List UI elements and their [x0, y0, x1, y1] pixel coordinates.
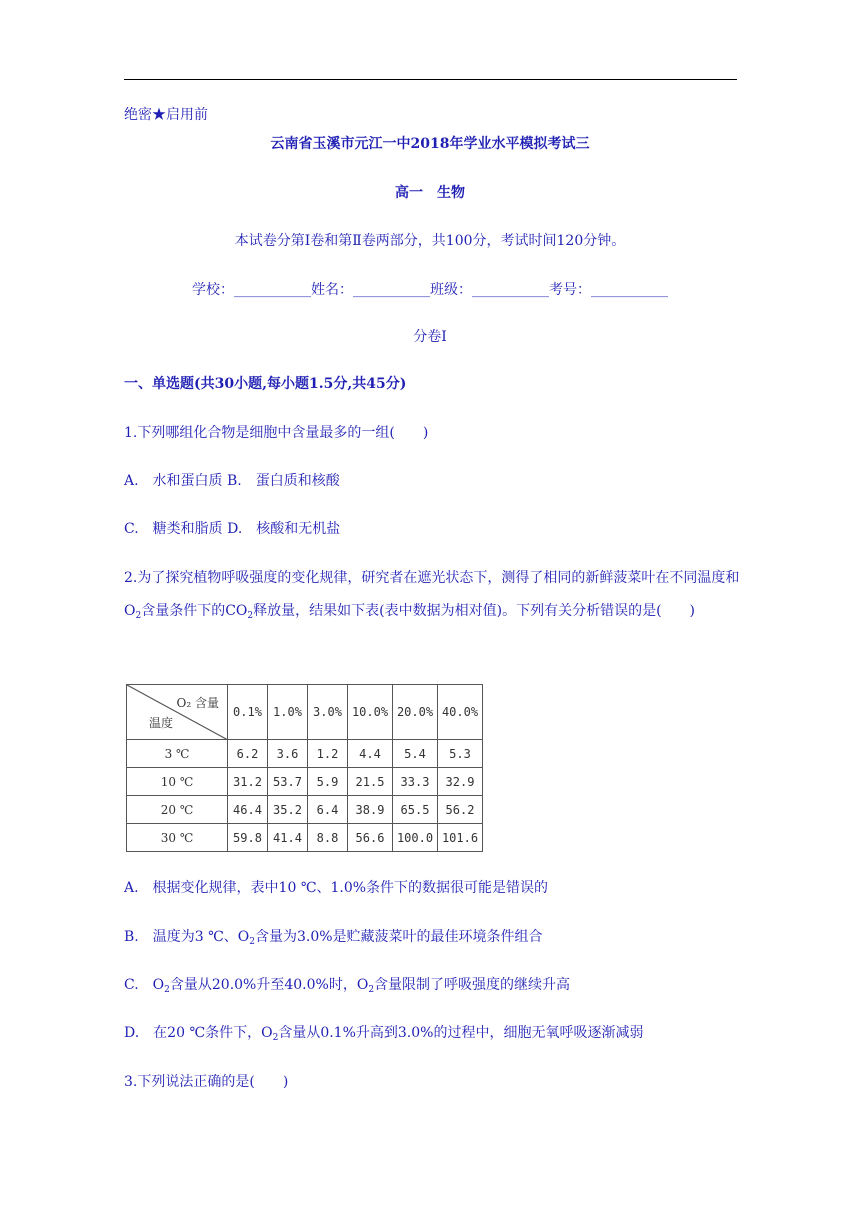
table-cell: 35.2: [268, 796, 308, 824]
section-heading: 一、单选题(共30小题,每小题1.5分,共45分): [124, 376, 407, 392]
q3-stem: 3.下列说法正确的是( ): [124, 1074, 289, 1090]
exam-info: 本试卷分第Ⅰ卷和第Ⅱ卷两部分，共100分，考试时间120分钟。: [234, 233, 626, 249]
q2-option-b: B. 温度为3 ℃、$O_2$含量为3.0%是贮藏菠菜叶的最佳环境条件组合: [124, 929, 543, 947]
q1-options-cd: C. 糖类和脂质 D. 核酸和无机盐: [124, 521, 341, 537]
table-cell: 6.4: [308, 796, 348, 824]
table-cell: 53.7: [268, 768, 308, 796]
q2-option-c: C. $O_2$含量从20.0%升至40.0%时，$O_2$含量限制了呼吸强度的继续升高: [124, 977, 571, 995]
table-corner-cell: [127, 685, 228, 740]
table-cell: 31.2: [228, 768, 268, 796]
row-header: 3 ℃: [127, 740, 228, 768]
table-cell: 5.4: [393, 740, 438, 768]
q2-stem: 2.为了探究植物呼吸强度的变化规律，研究者在遮光状态下，测得了相同的新鲜菠菜叶在不同温度和$O_2$含量条件下的$CO_2$释放量，结果如下表(表中数据为相对值)。下列有关分析错误的是( ): [124, 570, 740, 621]
student-fields: 学校：___________姓名：___________班级：___________考号：___________: [192, 282, 668, 298]
table-cell: 56.6: [348, 824, 393, 852]
table-cell: 41.4: [268, 824, 308, 852]
volume-label: 分卷I: [413, 329, 447, 345]
table-cell: 100.0: [393, 824, 438, 852]
table-cell: 21.5: [348, 768, 393, 796]
table-cell: 3.6: [268, 740, 308, 768]
q2-option-d: D. 在20 ℃条件下，$O_2$含量从0.1%升高到3.0%的过程中，细胞无氧呼吸逐渐减弱: [124, 1025, 644, 1043]
table-cell: 59.8: [228, 824, 268, 852]
table-cell: 46.4: [228, 796, 268, 824]
header-rule: [124, 79, 737, 80]
table-cell: 65.5: [393, 796, 438, 824]
col-header: 0.1%: [228, 685, 268, 740]
table-row: [127, 768, 483, 796]
table-cell: 4.4: [348, 740, 393, 768]
table-cell: 6.2: [228, 740, 268, 768]
row-header: 10 ℃: [127, 768, 228, 796]
table-cell: 1.2: [308, 740, 348, 768]
table-row: [127, 796, 483, 824]
table-header-row: [127, 685, 483, 740]
table-row: [127, 824, 483, 852]
table-row: [127, 740, 483, 768]
row-header: 30 ℃: [127, 824, 228, 852]
col-header: 10.0%: [348, 685, 393, 740]
table-cell: 5.9: [308, 768, 348, 796]
exam-title: 云南省玉溪市元江一中2018年学业水平模拟考试三: [270, 136, 590, 152]
secret-label: 绝密★启用前: [124, 107, 208, 123]
col-header: 40.0%: [438, 685, 483, 740]
table-cell: 33.3: [393, 768, 438, 796]
table-cell: 5.3: [438, 740, 483, 768]
row-header: 20 ℃: [127, 796, 228, 824]
col-header: 1.0%: [268, 685, 308, 740]
q1-options-ab: A. 水和蛋白质 B. 蛋白质和核酸: [124, 473, 340, 489]
row-header-label: 温度: [149, 716, 174, 730]
col-header: 3.0%: [308, 685, 348, 740]
table-cell: 8.8: [308, 824, 348, 852]
table-cell: 56.2: [438, 796, 483, 824]
table-cell: 38.9: [348, 796, 393, 824]
respiration-data-table: [126, 684, 483, 852]
exam-subject: 高一 生物: [395, 185, 465, 201]
col-header-label: O₂ 含量: [176, 696, 219, 710]
table-cell: 101.6: [438, 824, 483, 852]
table-cell: 32.9: [438, 768, 483, 796]
q2-option-a: A. 根据变化规律，表中10 ℃、1.0%条件下的数据很可能是错误的: [124, 880, 549, 896]
q1-stem: 1.下列哪组化合物是细胞中含量最多的一组( ): [124, 425, 429, 441]
col-header: 20.0%: [393, 685, 438, 740]
